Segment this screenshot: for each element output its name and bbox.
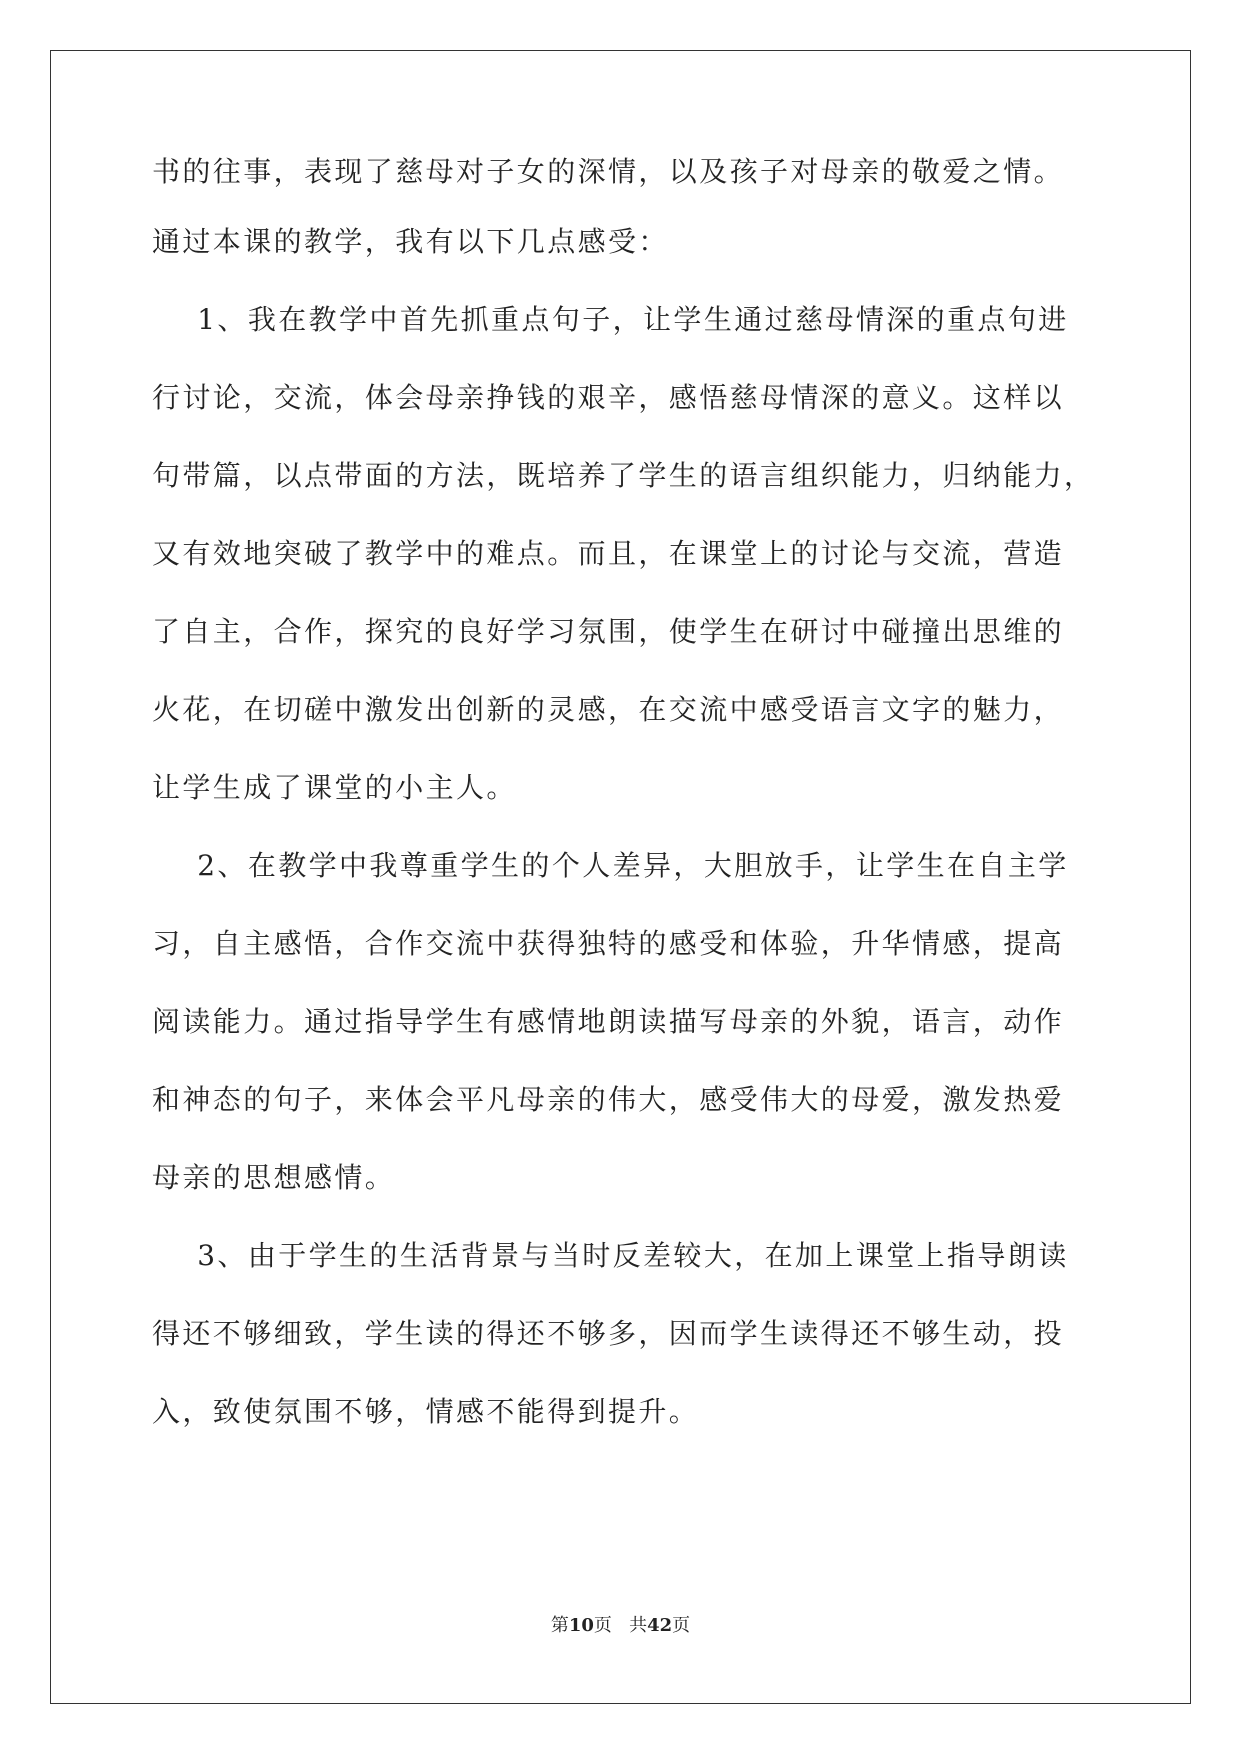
footer-total-prefix: 共 — [629, 1615, 648, 1636]
current-page-number: 10 — [568, 1615, 594, 1636]
body-line: 2、在教学中我尊重学生的个人差异，大胆放手，让学生在自主学 — [152, 849, 1069, 882]
total-page-count: 42 — [647, 1615, 673, 1636]
body-line: 阅读能力。通过指导学生有感情地朗读描写母亲的外貌，语言，动作 — [152, 1005, 1065, 1038]
body-line: 让学生成了课堂的小主人。 — [152, 771, 517, 804]
body-line: 句带篇，以点带面的方法，既培养了学生的语言组织能力，归纳能力， — [152, 459, 1095, 492]
body-line: 行讨论，交流，体会母亲挣钱的艰辛，感悟慈母情深的意义。这样以 — [152, 381, 1065, 414]
footer-prefix: 第 — [550, 1615, 569, 1636]
body-line: 1、我在教学中首先抓重点句子，让学生通过慈母情深的重点句进 — [152, 303, 1069, 336]
body-line: 书的往事，表现了慈母对子女的深情，以及孩子对母亲的敬爱之情。 — [152, 155, 1065, 188]
body-line: 和神态的句子，来体会平凡母亲的伟大，感受伟大的母爱，激发热爱 — [152, 1083, 1065, 1116]
body-line: 火花，在切磋中激发出创新的灵感，在交流中感受语言文字的魅力， — [152, 693, 1065, 726]
body-line: 得还不够细致，学生读的得还不够多，因而学生读得还不够生动，投 — [152, 1317, 1065, 1350]
body-line: 3、由于学生的生活背景与当时反差较大，在加上课堂上指导朗读 — [152, 1239, 1069, 1272]
body-line: 入，致使氛围不够，情感不能得到提升。 — [152, 1395, 700, 1428]
body-line: 了自主，合作，探究的良好学习氛围，使学生在研讨中碰撞出思维的 — [152, 615, 1065, 648]
footer-page-suffix: 页 — [593, 1615, 612, 1636]
body-line: 习，自主感悟，合作交流中获得独特的感受和体验，升华情感，提高 — [152, 927, 1065, 960]
body-line: 母亲的思想感情。 — [152, 1161, 396, 1194]
body-line: 又有效地突破了教学中的难点。而且，在课堂上的讨论与交流，营造 — [152, 537, 1065, 570]
page-footer — [0, 1614, 1241, 1638]
body-line: 通过本课的教学，我有以下几点感受： — [152, 225, 669, 258]
footer-total-suffix: 页 — [672, 1615, 691, 1636]
